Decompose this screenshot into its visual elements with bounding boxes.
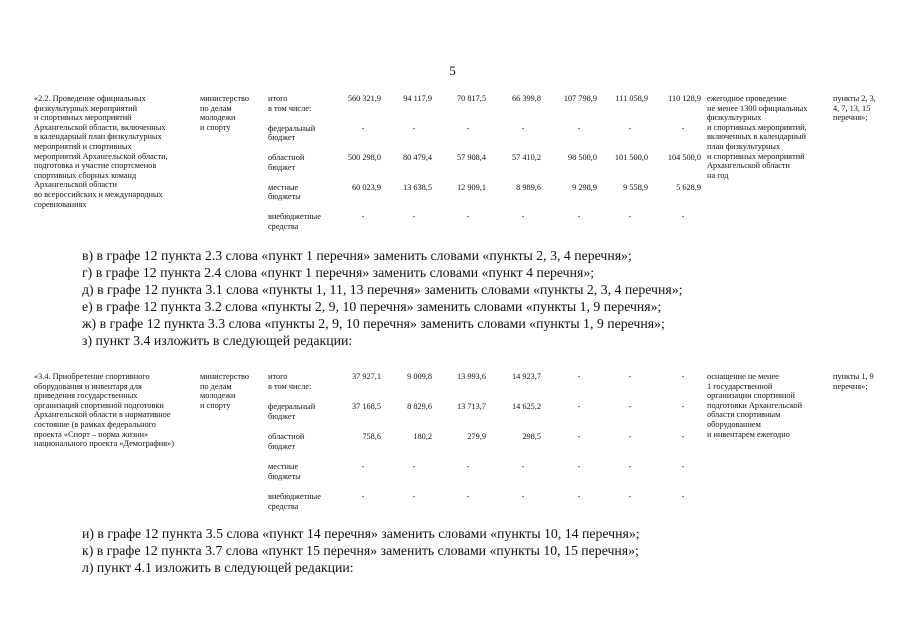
funding-value: 107 798,9 bbox=[563, 94, 597, 103]
funding-value: 37 927,1 bbox=[351, 372, 381, 381]
funding-value: 298,5 bbox=[522, 432, 541, 441]
funding-value: 80 479,4 bbox=[402, 153, 432, 162]
funding-source-label: областной бюджет bbox=[268, 432, 305, 451]
funding-value: - bbox=[466, 462, 470, 471]
amendment-paragraph: ж) в графе 12 пункта 3.3 слова «пункты 2, 9, 10 перечня» заменить словами «пункты 1, 9 перечня»; bbox=[82, 316, 665, 331]
funding-value: 279,9 bbox=[467, 432, 486, 441]
amendment-paragraph: в) в графе 12 пункта 2.3 слова «пункт 1 перечня» заменить словами «пункты 2, 3, 4 перечня»; bbox=[82, 248, 632, 263]
funding-value: 101 500,0 bbox=[614, 153, 648, 162]
funding-source-label: федеральный бюджет bbox=[268, 402, 316, 421]
funding-value: 180,2 bbox=[413, 432, 432, 441]
executor: министерство по делам молодежи и спорту bbox=[200, 372, 250, 410]
funding-value: 70 817,5 bbox=[456, 94, 486, 103]
indicator-links: пункты 1, 9 перечня»; bbox=[833, 372, 874, 391]
amendments-block-1 bbox=[0, 247, 905, 349]
funding-value: 57 908,4 bbox=[456, 153, 486, 162]
funding-value: - bbox=[628, 462, 632, 471]
funding-value: - bbox=[577, 462, 581, 471]
funding-value: 14 923,7 bbox=[511, 372, 541, 381]
funding-value: 66 399,8 bbox=[511, 94, 541, 103]
funding-value: - bbox=[681, 402, 685, 411]
funding-value: - bbox=[628, 372, 632, 381]
measure-name: «2.2. Проведение официальных физкультурных мероприятий и спортивных мероприятий Архангельской области, включенных в календарный план физкультурных мероприятий и спортивных мероприятий Архангельской области, подготовка и участие спортсменов спортивных сборных команд Архангельской области во всероссийских и международных соревнованиях bbox=[34, 94, 168, 209]
page-number: 5 bbox=[449, 63, 456, 78]
funding-value: - bbox=[681, 462, 685, 471]
funding-value: - bbox=[361, 492, 365, 501]
funding-source-label: местные бюджеты bbox=[268, 182, 301, 202]
funding-value: 94 117,9 bbox=[403, 94, 432, 103]
funding-value: - bbox=[577, 123, 581, 133]
funding-value: - bbox=[681, 212, 685, 221]
funding-value: 758,6 bbox=[362, 432, 381, 441]
amendment-paragraph: з) пункт 3.4 изложить в следующей редакции: bbox=[82, 333, 353, 348]
funding-value: - bbox=[628, 432, 632, 441]
funding-value: 8 989,6 bbox=[516, 182, 541, 192]
funding-value: - bbox=[466, 492, 470, 501]
funding-value: - bbox=[412, 212, 416, 221]
amendment-paragraph: г) в графе 12 пункта 2.4 слова «пункт 1 перечня» заменить словами «пункт 4 перечня»; bbox=[82, 265, 595, 280]
funding-value: 12 909,1 bbox=[456, 182, 486, 192]
amendment-paragraph: е) в графе 12 пункта 3.2 слова «пункты 2, 9, 10 перечня» заменить словами «пункты 1, 9 перечня»; bbox=[82, 299, 662, 314]
funding-source-label: внебюджетные средства bbox=[268, 212, 321, 231]
indicator-links: пункты 2, 3, 4, 7, 13, 15 перечня»; bbox=[833, 94, 876, 123]
funding-value: 57 410,2 bbox=[511, 153, 541, 162]
funding-value: 111 058,9 bbox=[615, 94, 648, 103]
funding-value: - bbox=[412, 123, 416, 133]
funding-value: 8 829,6 bbox=[407, 402, 432, 411]
funding-value: - bbox=[577, 402, 581, 411]
funding-value: - bbox=[466, 123, 470, 133]
amendment-paragraph: к) в графе 12 пункта 3.7 слова «пункт 15 перечня» заменить словами «пункты 10, 15 перечня»; bbox=[82, 543, 639, 558]
funding-value: 9 298,9 bbox=[572, 182, 597, 192]
funding-value: - bbox=[577, 492, 581, 501]
amendment-paragraph: и) в графе 12 пункта 3.5 слова «пункт 14 перечня» заменить словами «пункты 10, 14 перечня»; bbox=[82, 526, 640, 541]
funding-value: - bbox=[628, 492, 632, 501]
funding-value: - bbox=[681, 123, 685, 133]
funding-value: 104 500,0 bbox=[667, 153, 701, 162]
funding-value: - bbox=[681, 432, 685, 441]
funding-value: - bbox=[628, 123, 632, 133]
funding-value: - bbox=[521, 123, 525, 133]
funding-value: 13 713,7 bbox=[456, 402, 486, 411]
amendment-paragraph: д) в графе 12 пункта 3.1 слова «пункты 1, 11, 13 перечня» заменить словами «пункты 2, 3, 4 перечня»; bbox=[82, 282, 683, 297]
funding-value: - bbox=[577, 432, 581, 441]
funding-value: 110 128,9 bbox=[668, 94, 701, 103]
funding-value: - bbox=[361, 462, 365, 471]
funding-source-label: итого в том числе: bbox=[268, 372, 312, 391]
funding-value: - bbox=[628, 212, 632, 221]
funding-value: - bbox=[628, 402, 632, 411]
funding-value: - bbox=[681, 372, 685, 381]
amendment-paragraph: л) пункт 4.1 изложить в следующей редакции: bbox=[82, 560, 354, 575]
funding-value: 13 993,6 bbox=[456, 372, 486, 381]
executor: министерство по делам молодежи и спорту bbox=[200, 94, 250, 132]
funding-value: - bbox=[681, 492, 685, 501]
funding-value: - bbox=[412, 462, 416, 471]
funding-value: - bbox=[577, 212, 581, 221]
funding-value: 98 500,0 bbox=[567, 153, 597, 162]
funding-source-label: местные бюджеты bbox=[268, 462, 301, 481]
expected-result: оснащение не менее 1 государственной организации спортивной подготовки Архангельской области спортивным оборудованием и инвентарем ежегодно bbox=[707, 372, 803, 439]
funding-value: 14 625,2 bbox=[511, 402, 541, 411]
amendments-block-2 bbox=[0, 525, 905, 576]
funding-value: 60 023,9 bbox=[351, 182, 381, 192]
funding-value: 37 168,5 bbox=[351, 402, 381, 411]
funding-value: 13 638,5 bbox=[402, 182, 432, 192]
funding-value: 9 558,9 bbox=[623, 182, 648, 192]
funding-value: - bbox=[521, 212, 525, 221]
funding-value: - bbox=[521, 492, 525, 501]
funding-value: - bbox=[412, 492, 416, 501]
funding-value: - bbox=[361, 123, 365, 133]
measure-name: «3.4. Приобретение спортивного оборудования и инвентаря для приведения государственных организаций спортивной подготовки Архангельской области в нормативное состояние (в рамках федерального проекта «Спорт – норма жизни» национального проекта «Демография») bbox=[34, 372, 174, 449]
funding-value: - bbox=[577, 372, 581, 381]
funding-value: - bbox=[521, 462, 525, 471]
funding-value: 5 628,9 bbox=[676, 182, 701, 192]
funding-value: - bbox=[466, 212, 470, 221]
funding-source-label: итого в том числе: bbox=[268, 94, 312, 113]
funding-source-label: областной бюджет bbox=[268, 153, 305, 172]
funding-source-label: внебюджетные средства bbox=[268, 492, 321, 511]
funding-value: 560 321,9 bbox=[347, 94, 381, 103]
funding-value: 500 298,0 bbox=[347, 153, 381, 162]
funding-source-label: федеральный бюджет bbox=[268, 123, 316, 143]
funding-value: - bbox=[361, 212, 365, 221]
funding-value: 9 009,8 bbox=[407, 372, 432, 381]
expected-result: ежегодное проведение не менее 1300 официальных физкультурных и спортивных мероприятий, включенных в календарный план физкультурных и спортивных мероприятий Архангельской области на год bbox=[707, 94, 808, 180]
